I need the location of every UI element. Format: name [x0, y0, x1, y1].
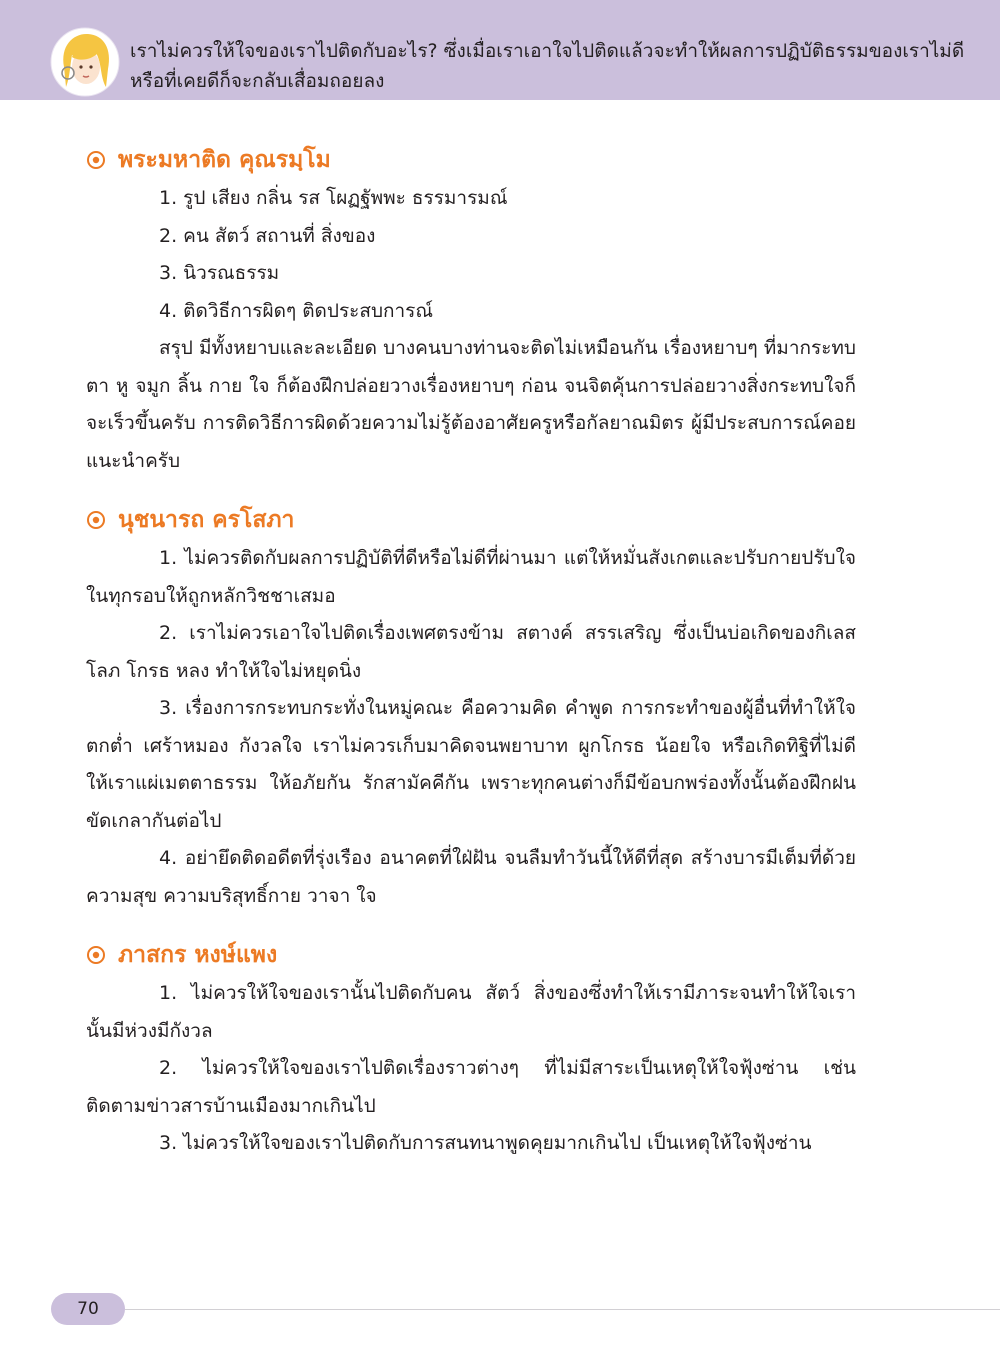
section-heading — [86, 937, 856, 973]
section-3 — [86, 937, 856, 1163]
paragraph: 3. ไม่ควรให้ใจของเราไปติดกับการสนทนาพูดคุยมากเกินไป เป็นเหตุให้ใจฟุ้งซ่าน — [159, 1132, 812, 1154]
double-circle-bullet-icon — [86, 150, 106, 170]
article-body — [86, 142, 856, 1185]
header-text — [130, 36, 990, 96]
section-heading — [86, 142, 856, 178]
paragraph: 1. ไม่ควรให้ใจของเรานั้นไปติดกับคน สัตว์ สิ่งของซึ่งทำให้เรามีภาระจนทำให้ใจเรานั้นมีห่วงมีกังวล — [86, 982, 856, 1042]
page-number-badge — [51, 1293, 125, 1325]
footer-divider — [125, 1309, 1000, 1310]
header-line-2: หรือที่เคยดีก็จะกลับเสื่อมถอยลง — [130, 70, 385, 92]
paragraph: 1. รูป เสียง กลิ่น รส โผฏฐัพพะ ธรรมารมณ์ — [159, 187, 508, 209]
header-band — [0, 0, 1000, 100]
paragraph: 4. อย่ายึดติดอดีตที่รุ่งเรือง อนาคตที่ใฝ่ฝัน จนลืมทำวันนี้ให้ดีที่สุด สร้างบารมีเต็มที่ด้วยความสุข ความบริสุทธิ์กาย วาจา ใจ — [86, 847, 856, 907]
cartoon-girl-icon — [50, 27, 120, 97]
paragraph: 2. คน สัตว์ สถานที่ สิ่งของ — [159, 224, 376, 247]
paragraph: 3. เรื่องการกระทบกระทั่งในหมู่คณะ คือความคิด คำพูด การกระทำของผู้อื่นที่ทำให้ใจตกต่ำ เศร้าหมอง กังวลใจ เราไม่ควรเก็บมาคิดจนพยาบาท ผูกโกรธ น้อยใจ หรือเกิดทิฐิที่ไม่ดี ให้เราแผ่เมตตาธรรม ให้อภัยกัน รักสามัคคีกัน เพราะทุกคนต่างก็มีข้อบกพร่องทั้งนั้นต้องฝึกฝนขัดเกลากันต่อไป — [86, 697, 856, 832]
section-title: พระมหาติด คุณรมฺโม — [118, 147, 331, 173]
section-title: ภาสกร หงษ์แพง — [118, 942, 278, 968]
double-circle-bullet-icon — [86, 510, 106, 530]
paragraph: 2. ไม่ควรให้ใจของเราไปติดเรื่องราวต่างๆ ที่ไม่มีสาระเป็นเหตุให้ใจฟุ้งซ่าน เช่นติดตามข่าวสารบ้านเมืองมากเกินไป — [86, 1057, 856, 1117]
section-2 — [86, 502, 856, 915]
section-heading — [86, 502, 856, 538]
section-title: นุชนารถ ครโสภา — [118, 507, 295, 533]
paragraph: 4. ติดวิธีการผิดๆ ติดประสบการณ์ — [159, 299, 434, 322]
paragraph: 2. เราไม่ควรเอาใจไปติดเรื่องเพศตรงข้าม สตางค์ สรรเสริญ ซึ่งเป็นบ่อเกิดของกิเลส โลภ โกรธ หลง ทำให้ใจไม่หยุดนิ่ง — [86, 622, 856, 682]
paragraph: สรุป มีทั้งหยาบและละเอียด บางคนบางท่านจะติดไม่เหมือนกัน เรื่องหยาบๆ ที่มากระทบตา หู จมูก ลิ้น กาย ใจ ก็ต้องฝึกปล่อยวางเรื่องหยาบๆ ก่อน จนจิตคุ้นการปล่อยวางสิ่งกระทบใจก็จะเร็วขึ้นครับ การติดวิธีการผิดด้วยความไม่รู้ต้องอาศัยครูหรือกัลยาณมิตร ผู้มีประสบการณ์คอยแนะนำครับ — [86, 337, 856, 472]
paragraph: 1. ไม่ควรติดกับผลการปฏิบัติที่ดีหรือไม่ดีที่ผ่านมา แต่ให้หมั่นสังเกตและปรับกายปรับใจในทุกรอบให้ถูกหลักวิชชาเสมอ — [86, 547, 856, 607]
paragraph: 3. นิวรณธรรม — [159, 262, 280, 284]
page-number: 70 — [77, 1299, 99, 1319]
section-1 — [86, 142, 856, 480]
header-line-1: เราไม่ควรให้ใจของเราไปติดกับอะไร? ซึ่งเมื่อเราเอาใจไปติดแล้วจะทำให้ผลการปฏิบัติธรรมของเราไม่ดี — [130, 40, 965, 62]
double-circle-bullet-icon — [86, 945, 106, 965]
